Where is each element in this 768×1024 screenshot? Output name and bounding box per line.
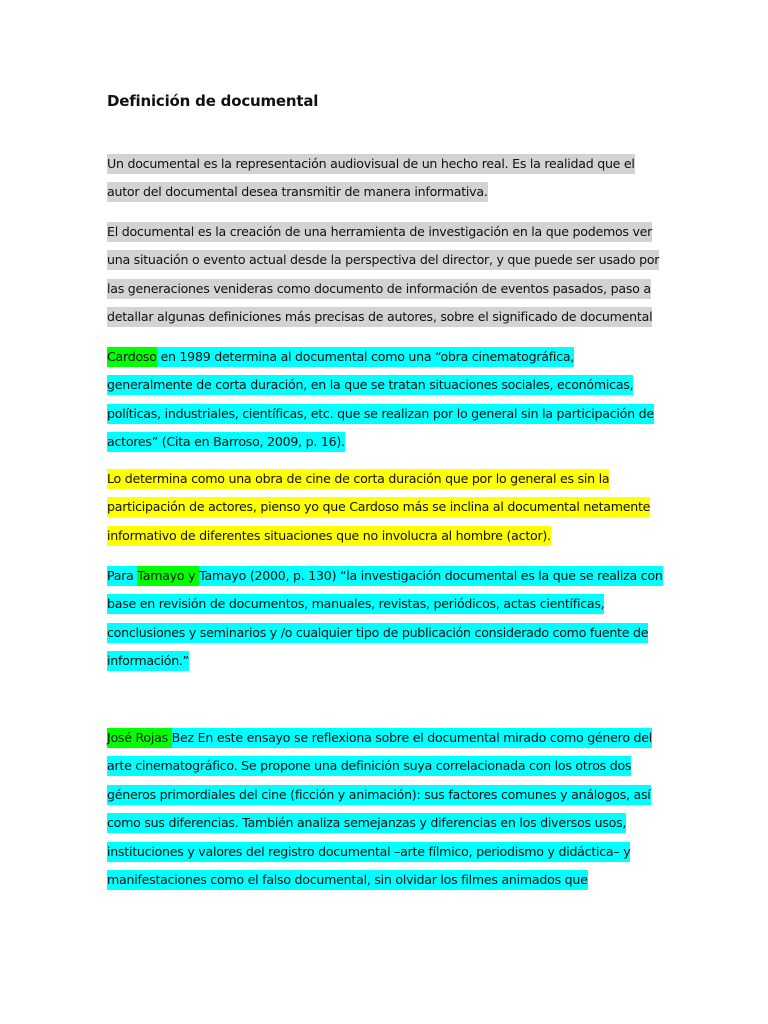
author-name-highlight: José Rojas	[107, 728, 172, 748]
paragraph-jose-rojas	[107, 724, 667, 894]
paragraph-definition	[107, 150, 667, 207]
text-segment: como sus diferencias. También analiza semejanzas y diferencias en los diversos usos,	[107, 813, 626, 833]
text-segment: El documental es la creación de una herramienta de investigación en la que podemos ver	[107, 222, 652, 242]
text-segment: generalmente de corta duración, en la que se tratan situaciones sociales, económicas,	[107, 375, 633, 395]
text-line	[107, 590, 667, 618]
text-line	[107, 562, 667, 590]
text-line	[107, 752, 667, 780]
paragraph-cardoso-opinion	[107, 465, 667, 550]
text-segment: las generaciones venideras como documento de información de eventos pasados, paso a	[107, 279, 651, 299]
text-line	[107, 781, 667, 809]
text-line	[107, 647, 667, 675]
paragraph-documental-creation	[107, 218, 667, 332]
text-line	[107, 400, 667, 428]
text-line	[107, 246, 667, 274]
text-line	[107, 371, 667, 399]
text-line	[107, 275, 667, 303]
text-segment: Bez En este ensayo se reflexiona sobre el documental mirado como género del	[172, 728, 652, 748]
text-segment: manifestaciones como el falso documental, sin olvidar los filmes animados que	[107, 870, 588, 890]
text-segment: detallar algunas definiciones más precisas de autores, sobre el significado de documental	[107, 307, 652, 327]
text-segment: Lo determina como una obra de cine de corta duración que por lo general es sin la	[107, 469, 609, 489]
text-segment: una situación o evento actual desde la perspectiva del director, y que puede ser usado por	[107, 250, 659, 270]
text-line	[107, 343, 667, 371]
text-segment: base en revisión de documentos, manuales, revistas, periódicos, actas científicas,	[107, 594, 604, 614]
document-title: Definición de documental	[107, 92, 319, 110]
text-segment: géneros primordiales del cine (ficción y animación): sus factores comunes y análogos, así	[107, 785, 651, 805]
author-name-highlight: Tamayo y	[137, 566, 199, 586]
text-segment: información.”	[107, 651, 189, 671]
text-line	[107, 218, 667, 246]
text-line	[107, 465, 667, 493]
text-line	[107, 724, 667, 752]
text-segment: autor del documental desea transmitir de manera informativa.	[107, 182, 488, 202]
text-segment: informativo de diferentes situaciones que no involucra al hombre (actor).	[107, 526, 551, 546]
text-segment: políticas, industriales, científicas, etc. que se realizan por lo general sin la participación de	[107, 404, 654, 424]
text-segment: conclusiones y seminarios y /o cualquier tipo de publicación considerado como fuente de	[107, 623, 648, 643]
paragraph-tamayo-quote	[107, 562, 667, 676]
text-segment: en 1989 determina al documental como una “obra cinematográfica,	[157, 347, 574, 367]
text-segment: arte cinematográfico. Se propone una definición suya correlacionada con los otros dos	[107, 756, 631, 776]
text-line	[107, 838, 667, 866]
text-segment: Para	[107, 566, 137, 586]
text-line	[107, 522, 667, 550]
text-segment: Tamayo (2000, p. 130) “la investigación documental es la que se realiza con	[199, 566, 663, 586]
text-segment: Un documental es la representación audiovisual de un hecho real. Es la realidad que el	[107, 154, 635, 174]
text-line	[107, 150, 667, 178]
text-line	[107, 428, 667, 456]
text-line	[107, 178, 667, 206]
author-name-highlight: Cardoso	[107, 347, 157, 367]
text-segment: instituciones y valores del registro documental –arte fílmico, periodismo y didáctica– y	[107, 842, 630, 862]
text-line	[107, 493, 667, 521]
text-line	[107, 866, 667, 894]
text-segment: participación de actores, pienso yo que Cardoso más se inclina al documental netamente	[107, 497, 650, 517]
text-line	[107, 809, 667, 837]
paragraph-cardoso-quote	[107, 343, 667, 457]
text-line	[107, 303, 667, 331]
text-line	[107, 619, 667, 647]
text-segment: actores” (Cita en Barroso, 2009, p. 16).	[107, 432, 345, 452]
